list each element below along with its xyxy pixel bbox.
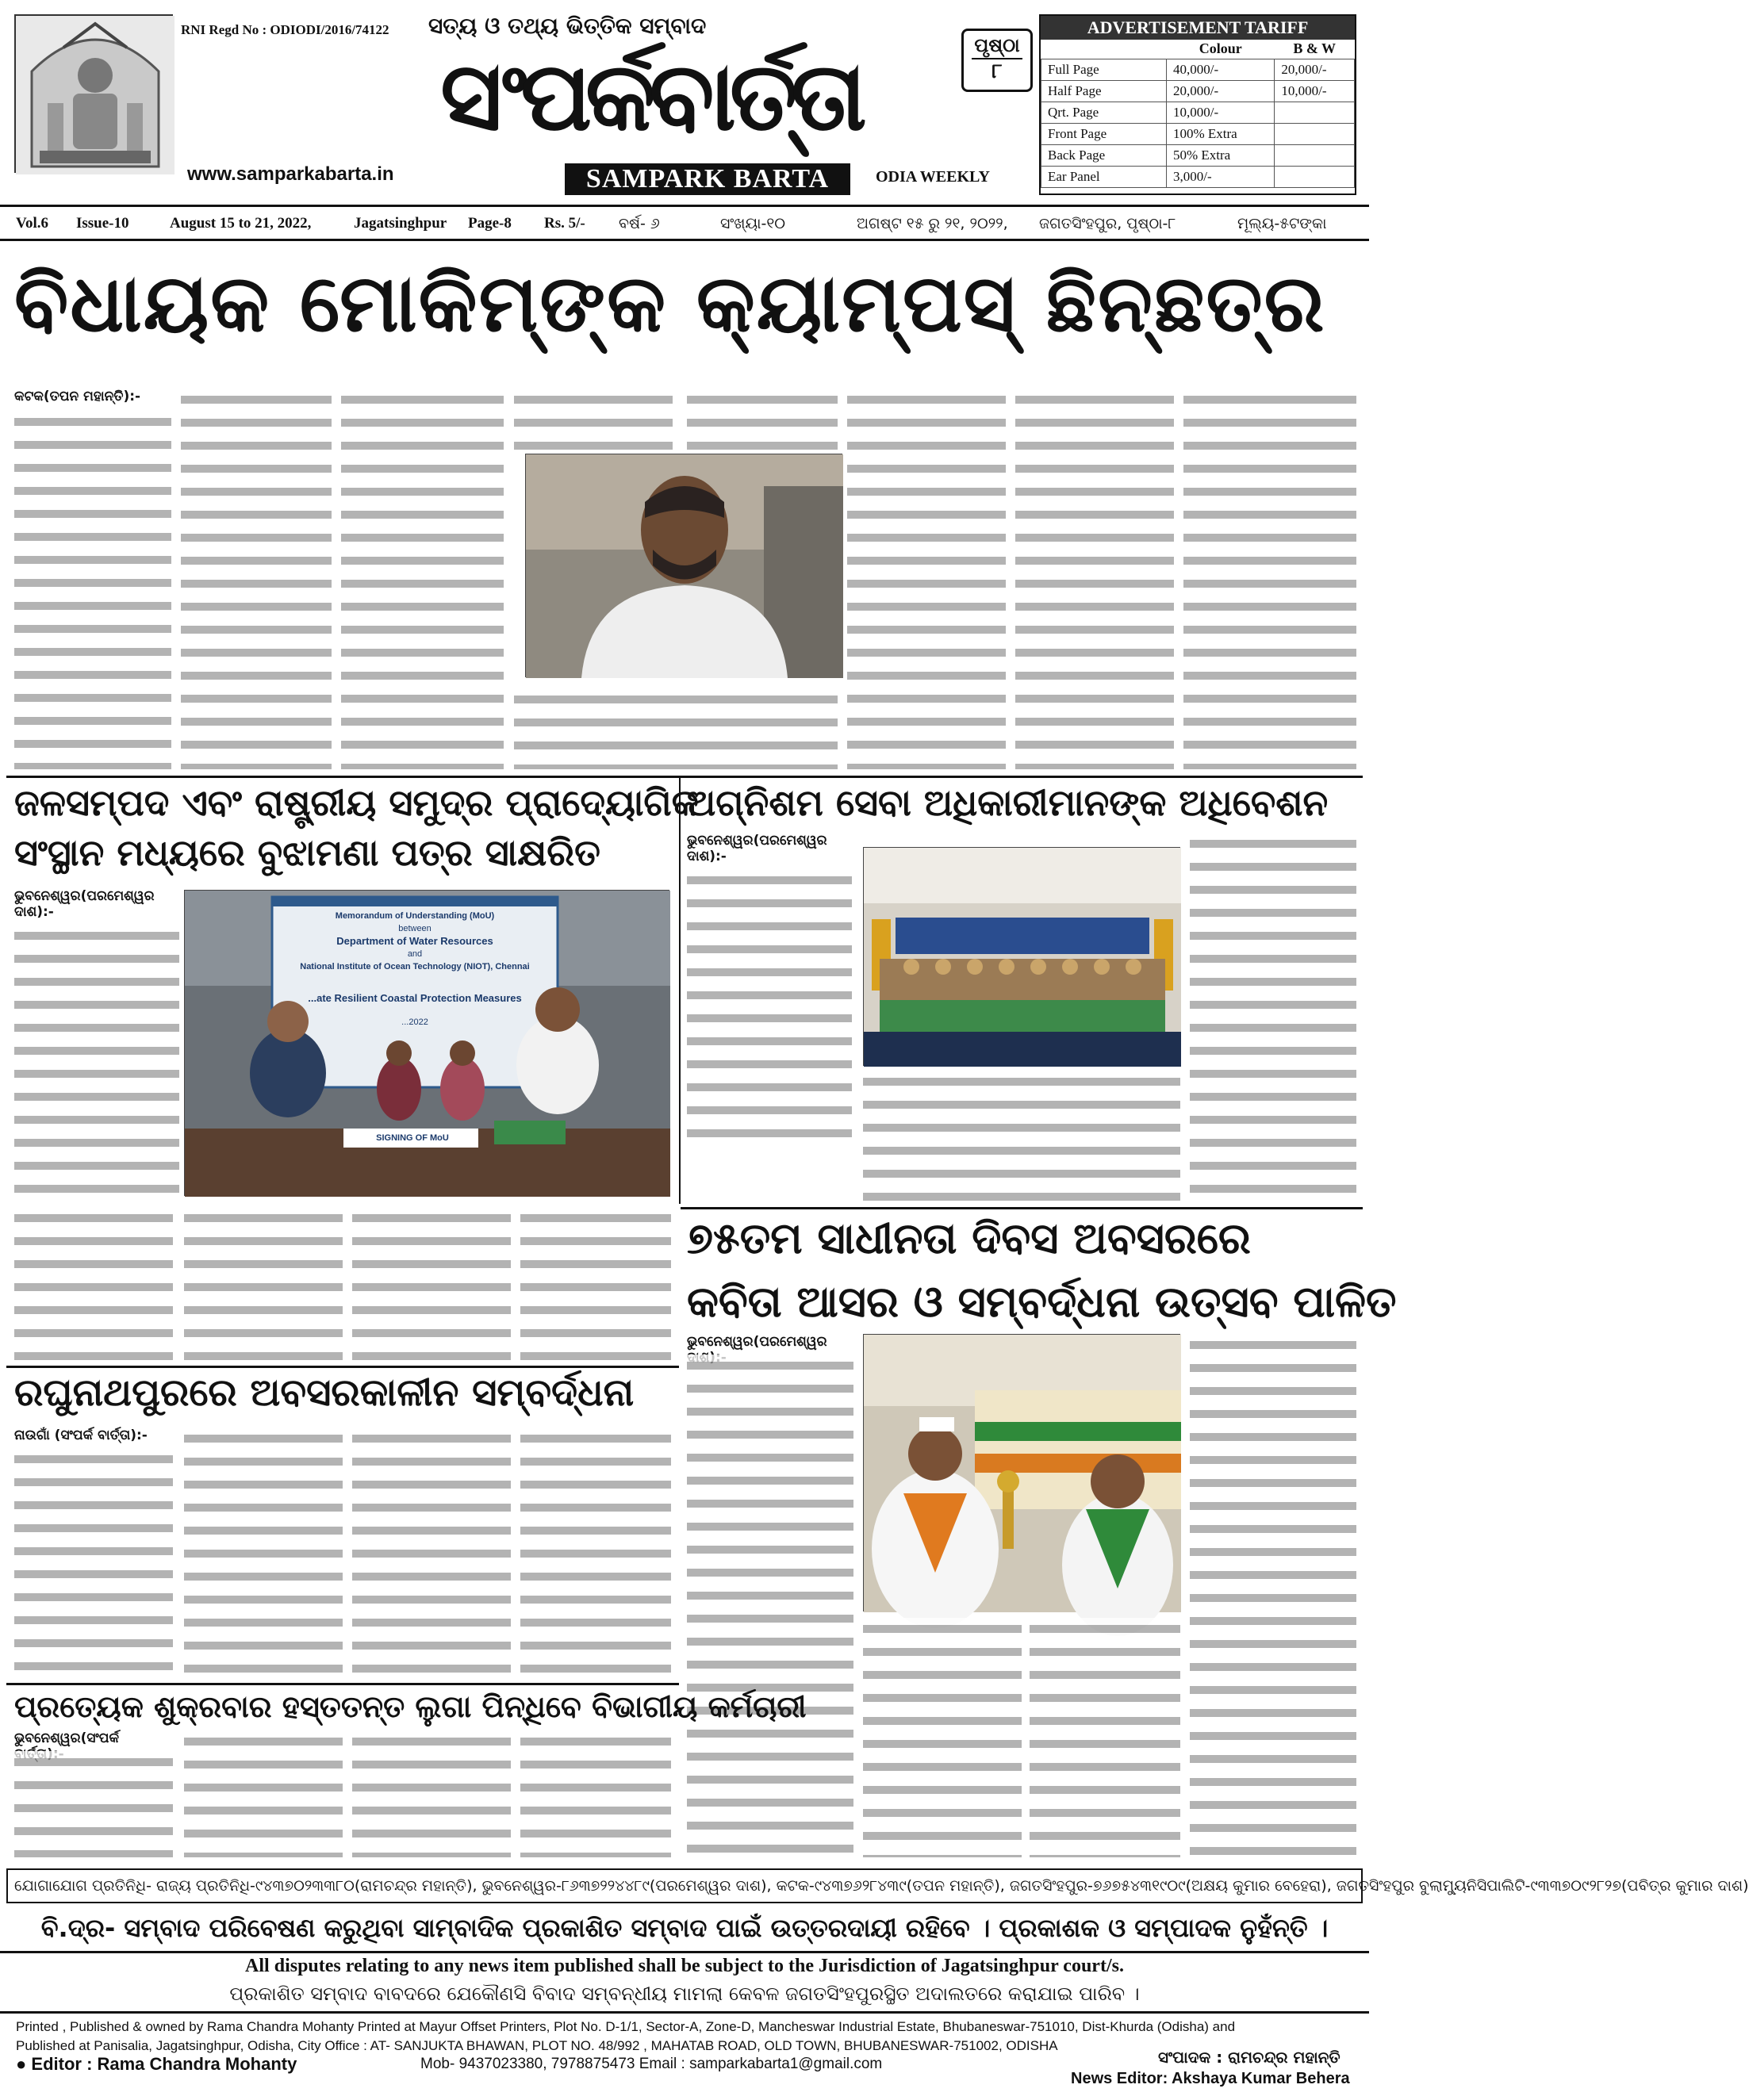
section-rule xyxy=(681,1207,1363,1209)
lead-photo-mla xyxy=(525,454,842,677)
lead-text-lines xyxy=(14,411,171,769)
tariff-row xyxy=(1041,166,1355,187)
jalasampada-headline-1: ଜଳସମ୍ପଦ ଏବଂ ରାଷ୍ଟ୍ରୀୟ ସମୁଦ୍ର ପ୍ରାଦ୍ୟୋଗିକ xyxy=(14,781,699,824)
jurisdiction-notice-odia: ପ୍ରକାଶିତ ସମ୍ବାଦ ବାବଦରେ ଯେକୌଣସି ବିବାଦ ସମ୍ବନ୍ଧୀୟ ମାମଲା କେବଳ ଜଗତସିଂହପୁରସ୍ଥିତ ଅଦାଲତରେ କରାଯାଇ ପାରିବ । xyxy=(229,1983,1140,2005)
tariff-colour: 3,000/- xyxy=(1167,166,1275,187)
fire-service-meeting-photo xyxy=(863,847,1180,1066)
tariff-bw: 20,000/- xyxy=(1275,59,1355,80)
dateline-page: Page-8 xyxy=(468,215,512,232)
raghunathpur-text-lines xyxy=(520,1427,671,1675)
page-label: ପୃଷ୍ଠା xyxy=(974,34,1020,56)
sadhinata-column-4 xyxy=(1190,1334,1356,1857)
jalasampada-column-1 xyxy=(14,888,179,1204)
agnishama-dateline: ଭୁବନେଶ୍ୱର(ପରମେଶ୍ୱର ଦାଶ):- xyxy=(687,833,827,864)
footer-rule xyxy=(0,2011,1369,2014)
tariff-col-bw: B & W xyxy=(1293,40,1337,57)
lead-text-lines xyxy=(514,389,673,452)
dateline-odia-date: ଅଗଷ୍ଟ ୧୫ ରୁ ୨୧, ୨୦୨୨, xyxy=(857,215,1008,232)
lead-column-8 xyxy=(1183,389,1356,769)
raghunathpur-headline: ରଘୁନାଥପୁରରେ ଅବସରକାଳୀନ ସମ୍ବର୍ଦ୍ଧନା xyxy=(14,1370,635,1415)
raghunathpur-column-4 xyxy=(520,1427,671,1675)
jalasampada-text-lines xyxy=(520,1207,671,1362)
dateline-bar xyxy=(0,205,1369,241)
lead-text-lines xyxy=(687,389,838,452)
tariff-col-colour: Colour xyxy=(1199,40,1242,57)
shukrabar-column-2 xyxy=(184,1730,343,1857)
mobile-email: Mob- 9437023380, 7978875473 Email : samparkabarta1@gmail.com xyxy=(420,2056,883,2072)
jalasampada-cont-4 xyxy=(520,1207,671,1362)
raghunathpur-dateline: ନାଉଗାଁ (ସଂପର୍କ ବାର୍ତ୍ତା):- xyxy=(14,1427,148,1443)
tariff-colour: 100% Extra xyxy=(1167,123,1275,144)
shukrabar-column-1 xyxy=(14,1730,173,1857)
agnishama-text-lines xyxy=(863,1071,1180,1205)
sadhinata-column-1 xyxy=(687,1334,853,1857)
tariff-row xyxy=(1041,102,1355,123)
shukrabar-dateline: ଭୁବନେଶ୍ୱର(ସଂପର୍କ xyxy=(14,1730,120,1746)
tariff-bw xyxy=(1275,102,1355,123)
dateline-odia-place: ଜଗତସିଂହପୁର, ପୃଷ୍ଠା-୮ xyxy=(1039,215,1176,232)
agnishama-column-1 xyxy=(687,833,852,1142)
shukrabar-column-4 xyxy=(520,1730,671,1857)
tariff-bw xyxy=(1275,123,1355,144)
tariff-label: Qrt. Page xyxy=(1041,102,1167,123)
tariff-row xyxy=(1041,144,1355,166)
jalasampada-cont-3 xyxy=(352,1207,511,1362)
tariff-label: Back Page xyxy=(1041,144,1167,166)
english-name-band: SAMPARK BARTA xyxy=(565,163,850,195)
mou-banner-between: between xyxy=(398,924,431,933)
sadhinata-text-lines xyxy=(1030,1618,1180,1857)
jalasampada-text-lines xyxy=(14,925,179,1204)
lead-column-3 xyxy=(341,389,504,769)
tariff-label: Ear Panel xyxy=(1041,166,1167,187)
nameplate-text: ସଂପର୍କବାର୍ତ୍ତା xyxy=(440,42,861,152)
lead-column-4-bottom xyxy=(514,688,838,769)
felicitation-photo xyxy=(863,1334,1180,1611)
section-rule xyxy=(6,1683,679,1685)
imprint-line-1: Printed , Published & owned by Rama Chandra Mohanty Printed at Mayur Offset Printers, Plot No. D-1/1, Sector-A, Zone-D, Mancheswar Industrial Estate, Bhubaneswar-751010, Dist-Khurda (Odisha) and xyxy=(16,2019,1236,2034)
lead-column-5-top xyxy=(687,389,838,452)
shukrabar-text-lines xyxy=(352,1730,511,1857)
tariff-label: Front Page xyxy=(1041,123,1167,144)
sadhinata-text-lines xyxy=(863,1618,1022,1857)
dateline-odia-year: ବର୍ଷ- ୬ xyxy=(619,215,660,232)
tariff-label: Half Page xyxy=(1041,80,1167,102)
website-link[interactable]: www.samparkabarta.in xyxy=(187,163,394,185)
imprint-line xyxy=(16,2018,1356,2056)
shukrabar-column-3 xyxy=(352,1730,511,1857)
page-number-box xyxy=(961,29,1033,92)
dateline-odia-issue: ସଂଖ୍ୟା-୧୦ xyxy=(720,215,786,232)
nameplate xyxy=(412,38,888,157)
footer-rule xyxy=(0,1951,1369,1953)
lead-column-7 xyxy=(1015,389,1174,769)
agnishama-text-lines xyxy=(1190,833,1356,1205)
sadhinata-column-3 xyxy=(1030,1618,1180,1857)
lead-headline: ବିଧାୟକ ମୋକିମ୍‌ଙ୍କ କ୍ୟାମ୍ପସ୍ ଛିନ୍‌ଛତ୍ର xyxy=(14,257,1326,350)
mou-banner-and: and xyxy=(407,949,423,959)
lead-text-lines xyxy=(514,688,838,769)
dateline-vol: Vol.6 xyxy=(16,215,49,232)
agnishama-text-lines xyxy=(687,869,852,1142)
tariff-colour: 50% Extra xyxy=(1167,144,1275,166)
sadhinata-headline-1: ୭୫ତମ ସାଧୀନତା ଦିବସ ଅବସରରେ xyxy=(687,1213,1251,1263)
lead-column-6 xyxy=(847,389,1006,769)
raghunathpur-text-lines xyxy=(184,1427,343,1675)
mou-signing-photo xyxy=(184,890,669,1196)
raghunathpur-column-3 xyxy=(352,1427,511,1675)
jurisdiction-notice-english: All disputes relating to any news item published shall be subject to the Jurisdiction of Jagatsinghpur court/s. xyxy=(245,1956,1124,1976)
dateline-issue: Issue-10 xyxy=(76,215,129,232)
tariff-table xyxy=(1041,40,1355,188)
deity-illustration-icon xyxy=(14,14,173,173)
editor-name: ● Editor : Rama Chandra Mohanty xyxy=(16,2054,297,2074)
sadhinata-headline-2: କବିତା ଆସର ଓ ସମ୍ବର୍ଦ୍ଧନା ଉତ୍ସବ ପାଳିତ xyxy=(687,1277,1397,1327)
sadhinata-text-lines xyxy=(687,1355,853,1857)
jalasampada-headline-2: ସଂସ୍ଥାନ ମଧ୍ୟରେ ବୁଝାମଣା ପତ୍ର ସାକ୍ଷରିତ xyxy=(14,831,600,874)
rni-number: RNI Regd No : ODIODI/2016/74122 xyxy=(181,22,389,37)
raghunathpur-column-1 xyxy=(14,1427,173,1675)
tariff-colour: 20,000/- xyxy=(1167,80,1275,102)
section-rule xyxy=(6,1366,679,1368)
tariff-label: Full Page xyxy=(1041,59,1167,80)
jalasampada-text-lines xyxy=(352,1207,511,1362)
mou-table-sign: SIGNING OF MoU xyxy=(376,1133,449,1143)
agnishama-headline: ଅଗ୍ନିଶମ ସେବା ଅଧିକାରୀମାନଙ୍କ ଅଧିବେଶନ xyxy=(687,781,1329,824)
tariff-colour: 10,000/- xyxy=(1167,102,1275,123)
sadhinata-column-2 xyxy=(863,1618,1022,1857)
jalasampada-text-lines xyxy=(184,1207,343,1362)
jalasampada-cont-1 xyxy=(14,1207,173,1362)
mou-banner-subject: ...ate Resilient Coastal Protection Measures xyxy=(308,992,522,1004)
dateline-place: Jagatsinghpur xyxy=(354,215,447,232)
shukrabar-text-lines xyxy=(14,1751,173,1857)
lead-text-lines xyxy=(847,389,1006,769)
mou-banner-dept: Department of Water Resources xyxy=(336,935,493,947)
dateline-price: Rs. 5/- xyxy=(544,215,585,232)
editor-name-odia: ସଂପାଦକ : ରାମଚନ୍ଦ୍ର ମହାନ୍ତି xyxy=(1158,2048,1341,2067)
raghunathpur-text-lines xyxy=(14,1448,173,1675)
jalasampada-column-2 xyxy=(189,1198,347,1204)
mou-banner-niot: National Institute of Ocean Technology (NIOT), Chennai xyxy=(300,962,530,971)
imprint-line-2: Published at Panisalia, Jagatsinghpur, Odisha, City Office : AT- SANJUKTA BHAWAN, PLOT NO. 48/992 , MAHATAB ROAD, OLD TOWN, BHUBANESWAR-751002, ODISHA xyxy=(16,2038,1058,2053)
jalasampada-dateline: ଭୁବନେଶ୍ୱର(ପରମେଶ୍ୱର ଦାଶ):- xyxy=(14,888,155,920)
sadhinata-text-lines xyxy=(1190,1334,1356,1857)
tariff-row xyxy=(1041,59,1355,80)
lead-column-4-top xyxy=(514,389,673,452)
mou-banner xyxy=(280,910,550,1029)
tariff-colour: 40,000/- xyxy=(1167,59,1275,80)
tariff-bw xyxy=(1275,166,1355,187)
agnishama-column-3 xyxy=(1190,833,1356,1205)
section-rule xyxy=(6,776,1363,778)
tariff-title: ADVERTISEMENT TARIFF xyxy=(1041,16,1355,40)
news-editor-name: News Editor: Akshaya Kumar Behera xyxy=(1071,2070,1350,2087)
jalasampada-cont-2 xyxy=(184,1207,343,1362)
advertisement-tariff xyxy=(1039,14,1356,195)
lead-text-lines xyxy=(341,389,504,769)
dateline-odia-price: ମୂଲ୍ୟ-୫ଟଙ୍କା xyxy=(1237,215,1327,232)
lead-column-2 xyxy=(181,389,332,769)
raghunathpur-column-2 xyxy=(184,1427,343,1675)
tariff-row xyxy=(1041,123,1355,144)
contact-strip: ଯୋଗାଯୋଗ ପ୍ରତିନିଧି- ରାଜ୍ୟ ପ୍ରତିନିଧି-୯୪୩୭୦୨୩୩୮୦(ରାମଚନ୍ଦ୍ର ମହାନ୍ତି), ଭୁବନେଶ୍ୱର-୮୬୩୭୨୨୪୪୮୯(ପରମେଶ୍ୱର ଦାଶ), କଟକ-୯୪୩୭୬୨୮୪୩୯(ତପନ ମହାନ୍ତି), ଜଗତସିଂହପୁର-୭୬୭୫୪୩୧୯୦୯(ଅକ୍ଷୟ କୁମାର ବେହେରା), ଜଗତସିଂହପୁର ବୁଲାମ୍ୟୁନିସିପାଲିଟି-୯୩୩୭୦୯୨୮୨୭(ପବିତ୍ର କୁମାର ଦାଶ) xyxy=(6,1868,1363,1903)
page-number: ୮ xyxy=(972,58,1022,84)
tagline: ସତ୍ୟ ଓ ତଥ୍ୟ ଭିତ୍ତିକ ସମ୍ବାଦ xyxy=(428,13,707,39)
lead-column-1 xyxy=(14,389,171,769)
odia-weekly-label: ODIA WEEKLY xyxy=(876,168,990,186)
jalasampada-text-lines xyxy=(14,1207,173,1362)
shukrabar-text-lines xyxy=(184,1730,343,1857)
lead-text-lines xyxy=(181,389,332,769)
agnishama-column-2 xyxy=(863,1071,1180,1205)
sadhinata-dateline: ଭୁବନେଶ୍ୱର(ପରମେଶ୍ୱର xyxy=(687,1334,827,1350)
column-rule xyxy=(679,776,681,1204)
lead-text-lines xyxy=(1183,389,1356,769)
mou-banner-date: ...2022 xyxy=(401,1017,428,1027)
lead-text-lines xyxy=(1015,389,1174,769)
tariff-row xyxy=(1041,80,1355,102)
shukrabar-headline: ପ୍ରତ୍ୟେକ ଶୁକ୍ରବାର ହସ୍ତତନ୍ତ ଲୁଗା ପିନ୍ଧିବେ ବିଭାଗୀୟ କର୍ମଚାରୀ xyxy=(14,1689,807,1724)
editorial-disclaimer: ବି.ଦ୍ର- ସମ୍ବାଦ ପରିବେଷଣ କରୁଥିବା ସାମ୍ବାଦିକ ପ୍ରକାଶିତ ସମ୍ବାଦ ପାଇଁ ଉତ୍ତରଦାୟୀ ରହିବେ । ପ୍ରକାଶକ ଓ ସମ୍ପାଦକ ନୁହଁନ୍ତି । xyxy=(40,1913,1329,1943)
dateline-date: August 15 to 21, 2022, xyxy=(170,215,312,232)
mou-banner-title: Memorandum of Understanding (MoU) xyxy=(335,911,495,921)
lead-dateline: କଟକ(ତପନ ମହାନ୍ତି):- xyxy=(14,389,141,404)
tariff-bw: 10,000/- xyxy=(1275,80,1355,102)
raghunathpur-text-lines xyxy=(352,1427,511,1675)
tariff-bw xyxy=(1275,144,1355,166)
shukrabar-text-lines xyxy=(520,1730,671,1857)
